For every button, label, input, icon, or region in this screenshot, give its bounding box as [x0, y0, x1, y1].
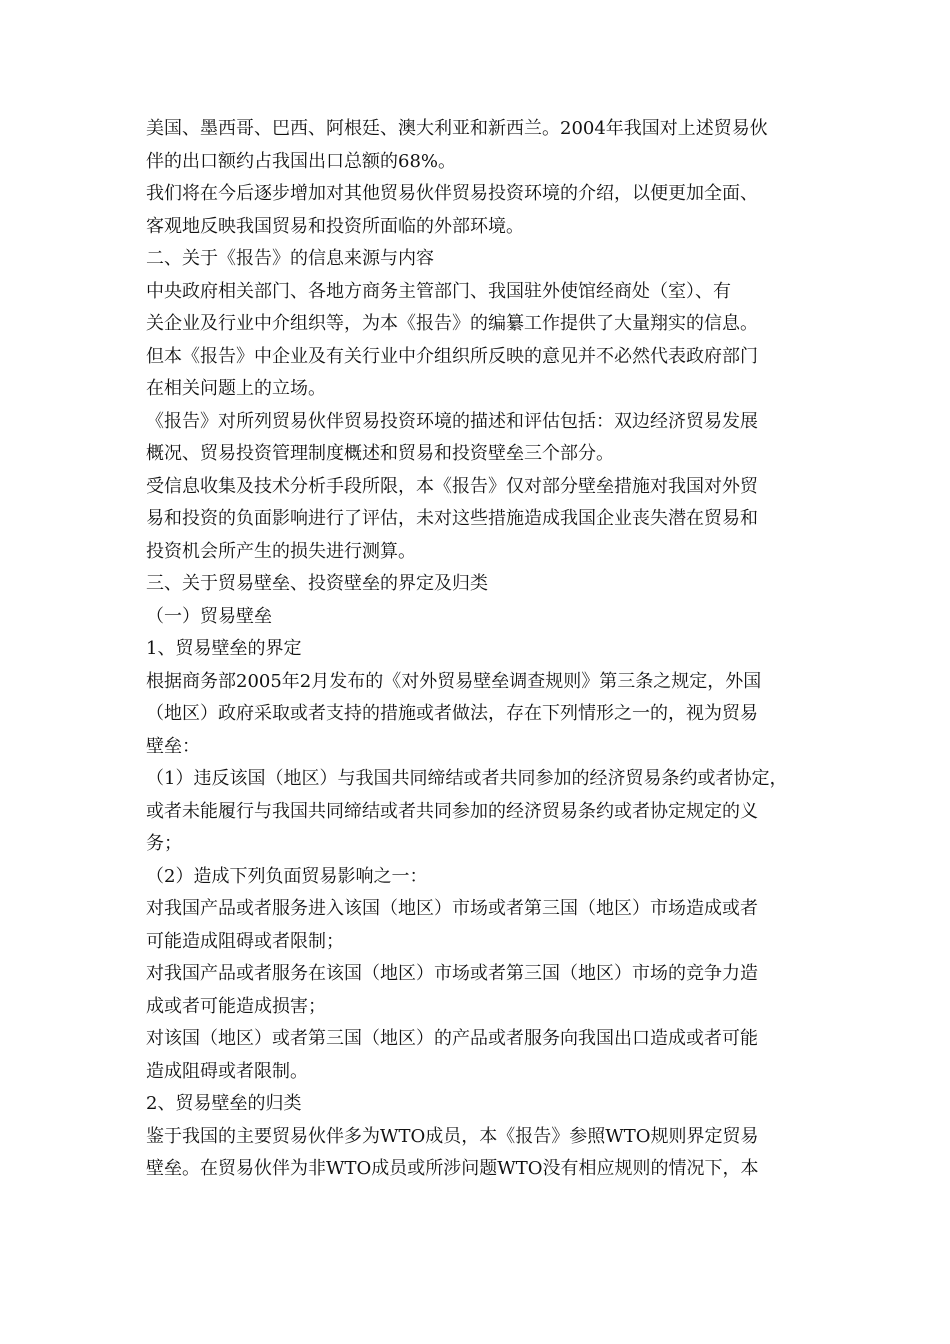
text-line: 鉴于我国的主要贸易伙伴多为WTO成员，本《报告》参照WTO规则界定贸易 [146, 1125, 759, 1147]
text-line: 对该国（地区）或者第三国（地区）的产品或者服务向我国出口造成或者可能 [146, 1028, 758, 1049]
paragraph [146, 893, 826, 958]
paragraph [146, 666, 826, 764]
text-line: 根据商务部2005年2月发布的《对外贸易壁垒调查规则》第三条之规定，外国 [146, 670, 762, 692]
text-line: 成或者可能造成损害； [146, 995, 326, 1017]
text-line: 概况、贸易投资管理制度概述和贸易和投资壁垒三个部分。 [146, 443, 614, 464]
paragraph [146, 113, 826, 178]
text-line: 务； [146, 833, 182, 854]
paragraph [146, 1121, 826, 1186]
paragraph [146, 178, 826, 243]
paragraph [146, 958, 826, 1023]
text-line: 2、贸易壁垒的归类 [146, 1093, 302, 1114]
text-line: 在相关问题上的立场。 [146, 378, 326, 399]
text-line: 三、关于贸易壁垒、投资壁垒的界定及归类 [146, 573, 488, 594]
text-line: 《报告》对所列贸易伙伴贸易投资环境的描述和评估包括：双边经济贸易发展 [146, 410, 758, 432]
text-line: 投资机会所产生的损失进行测算。 [146, 540, 416, 562]
paragraph [146, 406, 826, 471]
paragraph [146, 601, 826, 634]
text-line: （1）违反该国（地区）与我国共同缔结或者共同参加的经济贸易条约或者协定， [146, 768, 788, 789]
paragraph [146, 1088, 826, 1121]
text-line: 二、关于《报告》的信息来源与内容 [146, 248, 434, 269]
text-line: 对我国产品或者服务进入该国（地区）市场或者第三国（地区）市场造成或者 [146, 898, 758, 919]
paragraph [146, 1023, 826, 1088]
text-line: 关企业及行业中介组织等，为本《报告》的编纂工作提供了大量翔实的信息。 [146, 313, 758, 334]
text-line: 壁垒： [146, 735, 200, 757]
text-line: 中央政府相关部门、各地方商务主管部门、我国驻外使馆经商处（室）、有 [146, 280, 731, 302]
text-line: 造成阻碍或者限制。 [146, 1060, 308, 1082]
text-line: 易和投资的负面影响进行了评估，未对这些措施造成我国企业丧失潜在贸易和 [146, 508, 758, 529]
document-body [146, 113, 826, 1186]
text-line: 1、贸易壁垒的界定 [146, 638, 302, 659]
text-line: 但本《报告》中企业及有关行业中介组织所反映的意见并不必然代表政府部门 [146, 345, 758, 367]
paragraph [146, 763, 826, 861]
paragraph [146, 276, 826, 406]
text-line: （一）贸易壁垒 [146, 605, 272, 627]
text-line: （2）造成下列负面贸易影响之一： [146, 865, 428, 887]
text-line: 我们将在今后逐步增加对其他贸易伙伴贸易投资环境的介绍，以便更加全面、 [146, 183, 758, 204]
paragraph [146, 861, 826, 894]
text-line: 伴的出口额约占我国出口总额的68%。 [146, 150, 457, 172]
text-line: 美国、墨西哥、巴西、阿根廷、澳大利亚和新西兰。2004年我国对上述贸易伙 [146, 118, 768, 139]
text-line: 受信息收集及技术分析手段所限，本《报告》仅对部分壁垒措施对我国对外贸 [146, 475, 758, 497]
paragraph [146, 633, 826, 666]
paragraph [146, 471, 826, 569]
text-line: 对我国产品或者服务在该国（地区）市场或者第三国（地区）市场的竞争力造 [146, 963, 758, 984]
text-line: 壁垒。在贸易伙伴为非WTO成员或所涉问题WTO没有相应规则的情况下，本 [146, 1158, 759, 1179]
paragraph [146, 243, 826, 276]
text-line: 或者未能履行与我国共同缔结或者共同参加的经济贸易条约或者协定规定的义 [146, 800, 758, 822]
text-line: （地区）政府采取或者支持的措施或者做法，存在下列情形之一的，视为贸易 [146, 703, 758, 724]
text-line: 可能造成阻碍或者限制； [146, 930, 344, 952]
text-line: 客观地反映我国贸易和投资所面临的外部环境。 [146, 215, 524, 237]
paragraph [146, 568, 826, 601]
